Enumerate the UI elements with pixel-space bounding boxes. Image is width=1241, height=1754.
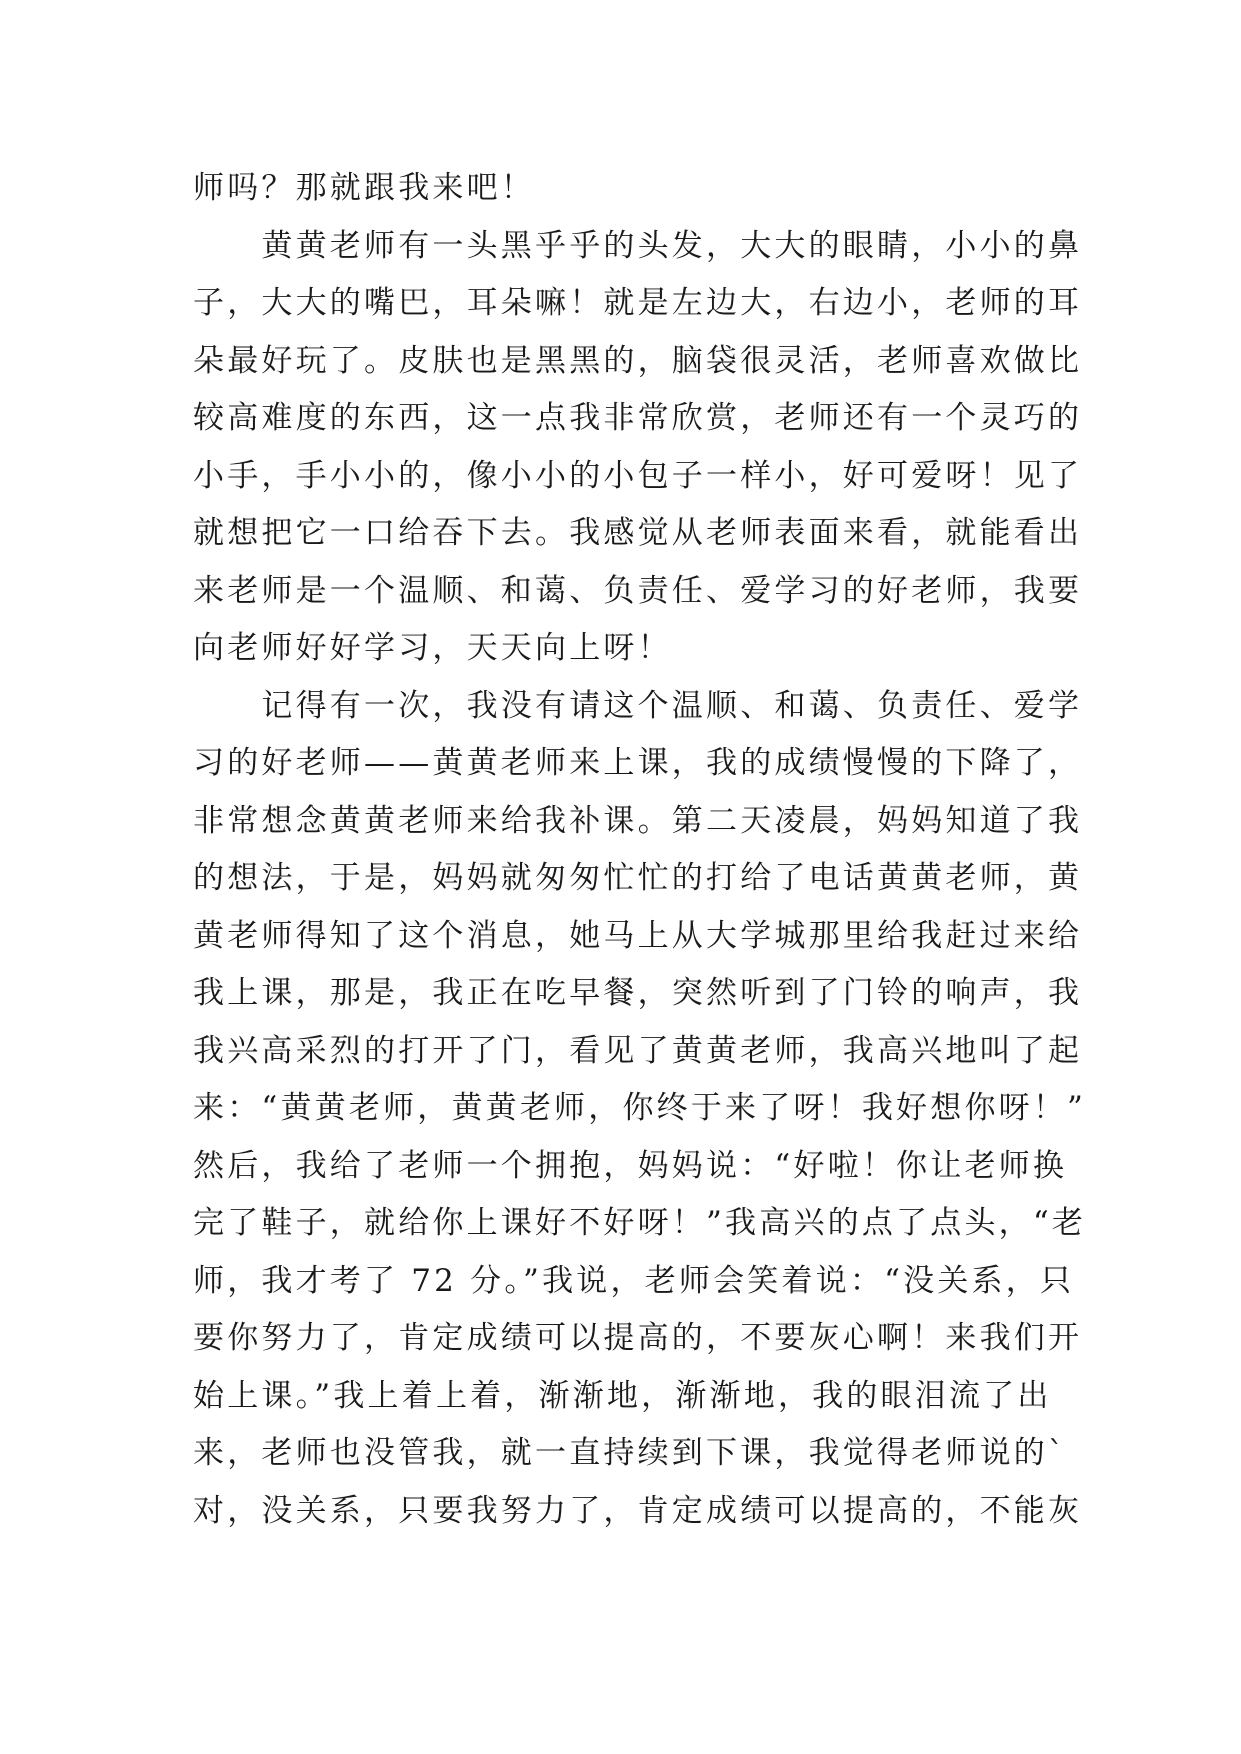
text-line: 来：“黄黄老师，黄黄老师，你终于来了呀！我好想你呀！”: [193, 1090, 1087, 1126]
text-line: 朵最好玩了。皮肤也是黑黑的，脑袋很灵活，老师喜欢做比: [193, 342, 1083, 379]
text-line: 师吗？那就跟我来吧！: [193, 170, 535, 206]
text-line: 黄黄老师有一头黑乎乎的头发，大大的眼睛，小小的鼻: [193, 227, 1083, 264]
text-line: 向老师好好学习，天天向上呀！: [193, 630, 672, 666]
text-line: 就想把它一口给吞下去。我感觉从老师表面来看，就能看出: [193, 515, 1083, 551]
text-line: 子，大大的嘴巴，耳朵嘛！就是左边大，右边小，老师的耳: [193, 285, 1083, 321]
text-line: 完了鞋子，就给你上课好不好呀！”我高兴的点了点头，“老: [193, 1205, 1087, 1241]
text-line: 小手，手小小的，像小小的小包子一样小，好可爱呀！见了: [193, 457, 1083, 494]
text-line: 非常想念黄黄老师来给我补课。第二天凌晨，妈妈知道了我: [193, 802, 1083, 839]
text-line: 我兴高采烈的打开了门，看见了黄黄老师，我高兴地叫了起: [193, 1032, 1083, 1069]
text-line: 的想法，于是，妈妈就匆匆忙忙的打给了电话黄黄老师，黄: [193, 860, 1083, 896]
text-line: 较高难度的东西，这一点我非常欣赏，老师还有一个灵巧的: [193, 400, 1083, 436]
text-line: 要你努力了，肯定成绩可以提高的，不要灰心啊！来我们开: [193, 1320, 1083, 1356]
text-line: 然后，我给了老师一个拥抱，妈妈说：“好啦！你让老师换: [193, 1147, 1068, 1184]
text-line: 对，没关系，只要我努力了，肯定成绩可以提高的，不能灰: [193, 1492, 1083, 1529]
text-line: 始上课。”我上着上着，渐渐地，渐渐地，我的眼泪流了出: [193, 1377, 1052, 1414]
text-line: 黄老师得知了这个消息，她马上从大学城那里给我赶过来给: [193, 917, 1083, 954]
text-line: 师，我才考了 72 分。”我说，老师会笑着说：“没关系，只: [193, 1262, 1075, 1299]
text-line: 习的好老师——黄黄老师来上课，我的成绩慢慢的下降了，: [193, 745, 1083, 781]
text-line: 我上课，那是，我正在吃早餐，突然听到了门铃的响声，我: [193, 975, 1083, 1011]
text-line: 来老师是一个温顺、和蔼、负责任、爱学习的好老师，我要: [193, 572, 1083, 609]
text-line: 来，老师也没管我，就一直持续到下课，我觉得老师说的`: [193, 1435, 1067, 1471]
text-line: 记得有一次，我没有请这个温顺、和蔼、负责任、爱学: [193, 687, 1083, 724]
body-text: [193, 160, 1087, 1540]
